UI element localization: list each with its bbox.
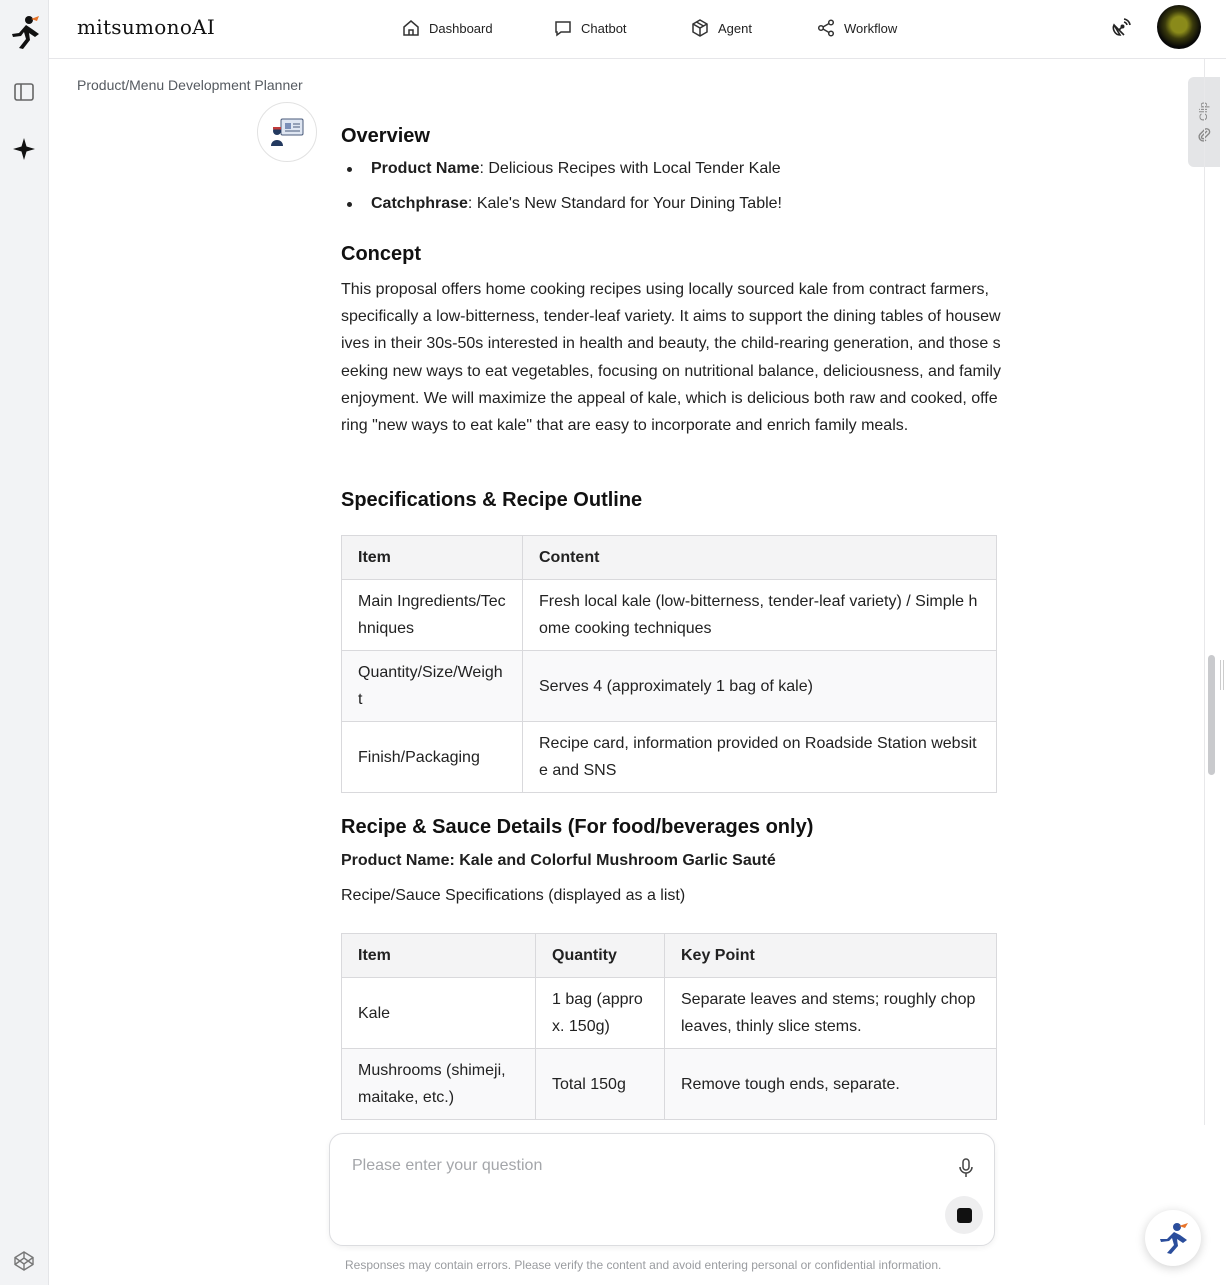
cube-icon [690, 18, 710, 38]
table-header: Item [342, 934, 536, 978]
top-bar [49, 0, 1226, 59]
resize-grip-icon[interactable] [1220, 660, 1224, 690]
concept-heading: Concept [341, 243, 421, 265]
table-row [342, 978, 997, 1049]
disclaimer-text: Responses may contain errors. Please verify the content and avoid entering personal or confidential information. [345, 1258, 942, 1272]
table-row [342, 722, 997, 793]
nav-workflow-label: Workflow [844, 20, 898, 36]
home-icon [401, 18, 421, 38]
chat-composer [329, 1133, 995, 1246]
table-cell: Quantity/Size/Weight [342, 651, 523, 722]
bullet-value: : Kale's New Standard for Your Dining Table! [467, 195, 782, 212]
table-header-row [342, 934, 997, 978]
ninja-logo-icon[interactable] [8, 14, 41, 50]
table-cell: Separate leaves and stems; roughly chop leaves, thinly slice stems. [665, 978, 997, 1049]
ninja-mascot-icon [1155, 1220, 1191, 1256]
list-item [341, 193, 782, 228]
table-cell: Remove tough ends, separate. [665, 1049, 997, 1120]
microphone-icon[interactable] [954, 1156, 978, 1180]
left-rail [0, 0, 49, 1285]
nav-dashboard[interactable] [401, 16, 553, 40]
ninja-assistant-button[interactable] [1145, 1210, 1201, 1266]
recipe-heading: Recipe & Sauce Details (For food/beverages only) [341, 816, 814, 838]
nav-workflow[interactable] [816, 16, 897, 40]
spec-heading: Specifications & Recipe Outline [341, 489, 643, 511]
table-cell: Kale [342, 978, 536, 1049]
table-cell: Finish/Packaging [342, 722, 523, 793]
brand-name[interactable]: mitsumonoAI [77, 15, 216, 39]
codepen-icon[interactable] [12, 1249, 36, 1273]
table-row [342, 651, 997, 722]
recipe-table [341, 933, 997, 1120]
table-cell: Recipe card, information provided on Roadside Station website and SNS [523, 722, 997, 793]
concept-paragraph: This proposal offers home cooking recipes using locally sourced kale from contract farmers, specifically a low-bitterness, tender-leaf variety. It aims to support the dining tables of housewives in their 30s-50s interested in health and beauty, the child-rearing generation, and those seeking new ways to eat vegetables, focusing on nutritional balance, deliciousness, and family enjoyment. We will maximize the appeal of kale, which is delicious both raw and cooked, offering "new ways to eat kale" that are easy to incorporate and enrich family meals. [341, 281, 1001, 435]
table-cell: Serves 4 (approximately 1 bag of kale) [523, 651, 997, 722]
recipe-subtitle: Recipe/Sauce Specifications (displayed as a list) [341, 887, 686, 904]
table-cell: 1 bag (approx. 150g) [536, 978, 665, 1049]
sidebar-toggle-icon[interactable] [12, 80, 36, 104]
table-cell: Total 150g [536, 1049, 665, 1120]
user-avatar[interactable] [1157, 5, 1201, 49]
scrollbar-track[interactable] [1204, 59, 1218, 1125]
table-cell: Main Ingredients/Techniques [342, 580, 523, 651]
nav-chatbot[interactable] [553, 16, 690, 40]
overview-heading: Overview [341, 125, 430, 147]
nav-agent[interactable] [690, 16, 816, 40]
sparkle-icon[interactable] [12, 137, 36, 161]
recipe-product-name: Product Name: Kale and Colorful Mushroom Garlic Sauté [341, 852, 776, 869]
nav-agent-label: Agent [718, 20, 752, 36]
scrollbar-thumb[interactable] [1208, 655, 1215, 775]
table-header: Content [523, 536, 997, 580]
bullet-value: : Delicious Recipes with Local Tender Kale [479, 160, 781, 177]
planner-bot-icon [269, 117, 305, 147]
nav-chatbot-label: Chatbot [581, 20, 627, 36]
spec-table [341, 535, 997, 793]
clip-tab-label: Clip [1198, 101, 1210, 121]
table-header: Key Point [665, 934, 997, 978]
table-cell: Mushrooms (shimeji, maitake, etc.) [342, 1049, 536, 1120]
table-row [342, 580, 997, 651]
chat-icon [553, 18, 573, 38]
main-nav [401, 16, 897, 40]
nav-dashboard-label: Dashboard [429, 20, 493, 36]
assistant-avatar [257, 102, 317, 162]
breadcrumb: Product/Menu Development Planner [77, 77, 303, 93]
table-header-row [342, 536, 997, 580]
stop-button[interactable] [945, 1196, 983, 1234]
table-header: Item [342, 536, 523, 580]
bullet-label: Catchphrase [371, 195, 468, 212]
satellite-dish-icon[interactable] [1108, 15, 1134, 41]
list-item [341, 158, 782, 193]
overview-list [341, 158, 782, 228]
table-row [342, 1049, 997, 1120]
bullet-label: Product Name [371, 160, 480, 177]
question-input[interactable] [352, 1154, 932, 1178]
stop-icon [957, 1208, 972, 1223]
table-cell: Fresh local kale (low-bitterness, tender-leaf variety) / Simple home cooking techniques [523, 580, 997, 651]
table-header: Quantity [536, 934, 665, 978]
share-nodes-icon [816, 18, 836, 38]
